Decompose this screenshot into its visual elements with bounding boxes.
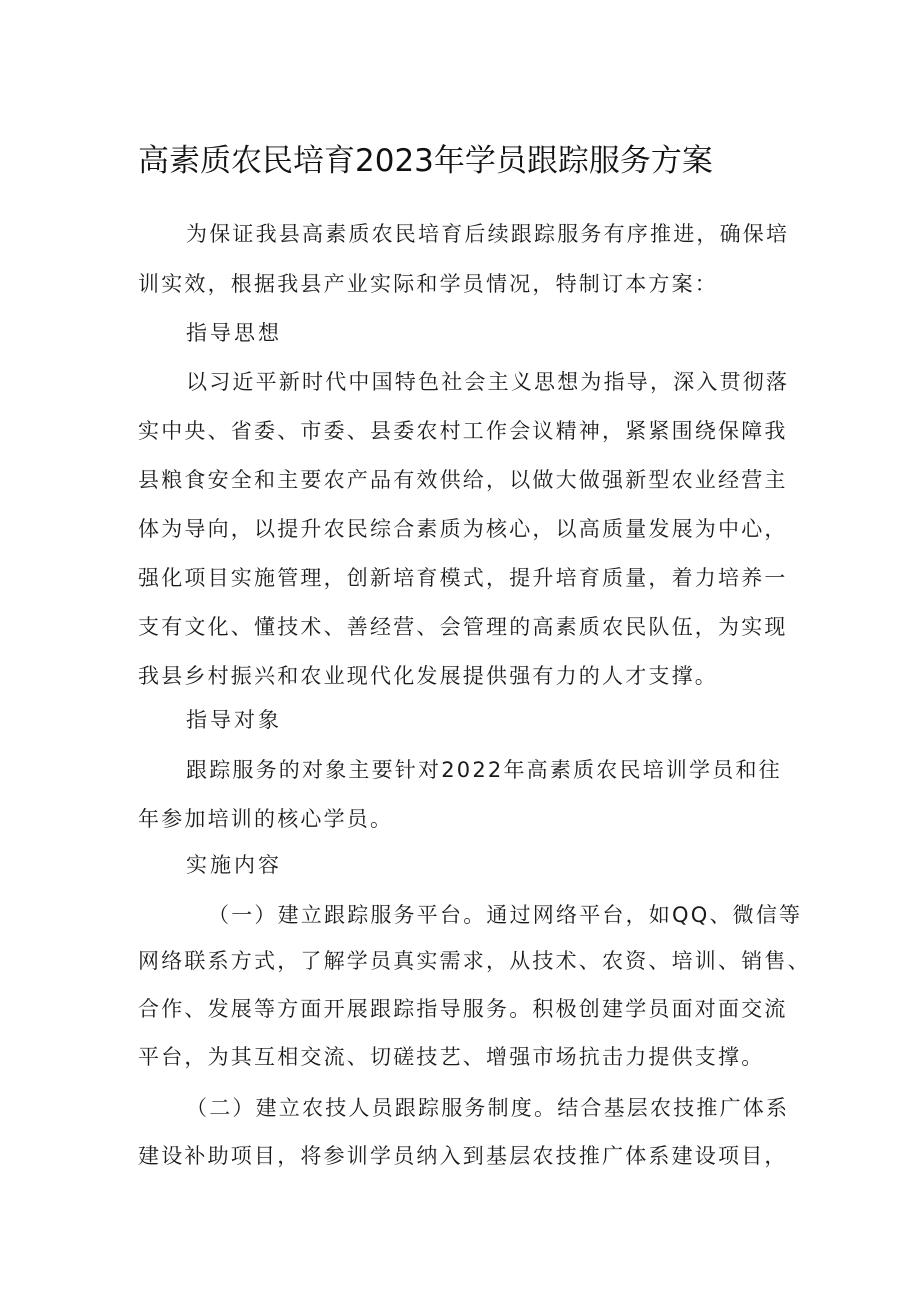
intro-line: 训实效，根据我县产业实际和学员情况，特制订本方案： xyxy=(138,272,718,296)
paragraph-line: 实中央、省委、市委、县委农村工作会议精神，紧紧围绕保障我 xyxy=(138,419,788,443)
paragraph-line: 跟踪服务的对象主要针对2022年高素质农民培训学员和往 xyxy=(186,758,782,782)
paragraph-line: （二）建立农技人员跟踪服务制度。结合基层农技推广体系 xyxy=(186,1096,790,1120)
section-heading-target: 指导对象 xyxy=(186,708,282,732)
paragraph-line: 支有文化、懂技术、善经营、会管理的高素质农民队伍，为实现 xyxy=(138,615,788,639)
paragraph-line: 体为导向，以提升农民综合素质为核心，以高质量发展为中心， xyxy=(138,517,788,541)
paragraph-line: 网络联系方式，了解学员真实需求，从技术、农资、培训、销售、 xyxy=(138,949,811,973)
paragraph-line: 县粮食安全和主要农产品有效供给，以做大做强新型农业经营主 xyxy=(138,468,788,492)
paragraph-line: 强化项目实施管理，创新培育模式，提升培育质量，着力培养一 xyxy=(138,566,788,590)
paragraph-line: （一）建立跟踪服务平台。通过网络平台，如QQ、微信等 xyxy=(208,903,803,927)
paragraph-line: 合作、发展等方面开展跟踪指导服务。积极创建学员面对面交流 xyxy=(138,997,788,1021)
paragraph-line: 以习近平新时代中国特色社会主义思想为指导，深入贯彻落 xyxy=(186,370,790,394)
paragraph-line: 我县乡村振兴和农业现代化发展提供强有力的人才支撑。 xyxy=(138,664,718,688)
paragraph-line: 平台，为其互相交流、切磋技艺、增强市场抗击力提供支撑。 xyxy=(138,1045,765,1069)
intro-line: 为保证我县高素质农民培育后续跟踪服务有序推进，确保培 xyxy=(186,222,790,246)
section-heading-content: 实施内容 xyxy=(186,853,282,877)
document-title: 高素质农民培育2023年学员跟踪服务方案 xyxy=(138,143,713,179)
paragraph-line: 建设补助项目，将参训学员纳入到基层农技推广体系建设项目， xyxy=(138,1144,788,1168)
paragraph-line: 年参加培训的核心学员。 xyxy=(138,807,394,831)
section-heading-guiding-thought: 指导思想 xyxy=(186,321,282,345)
